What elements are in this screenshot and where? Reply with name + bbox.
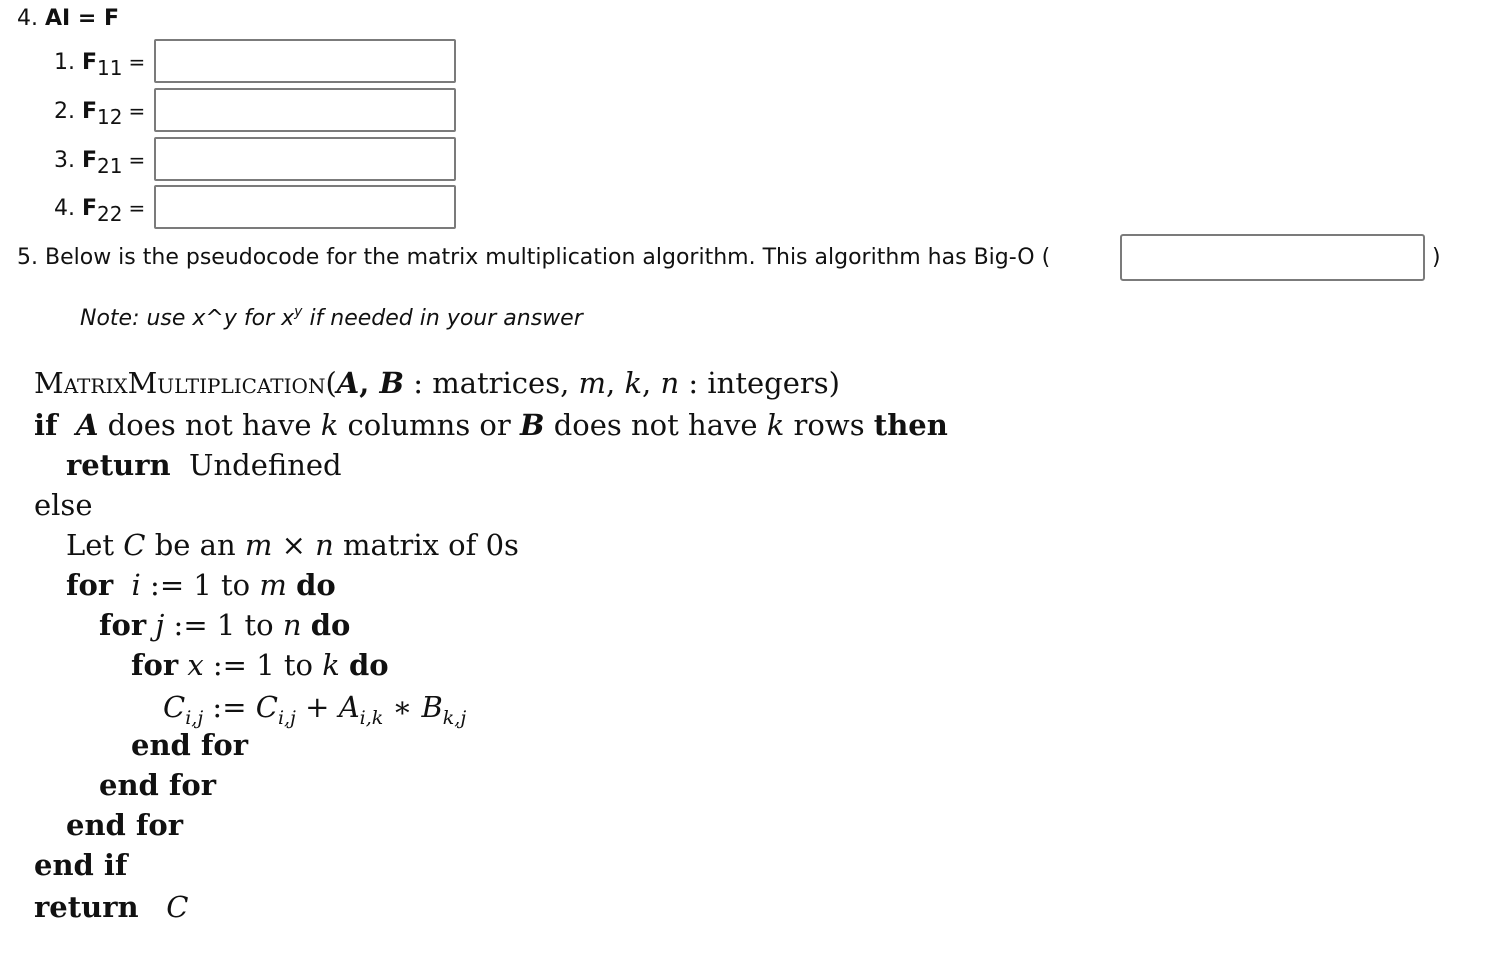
if-text-3: does not have (544, 408, 767, 442)
f12-answer-input[interactable] (154, 88, 456, 132)
for-i-var: i (131, 568, 141, 602)
for-j-limit: n (282, 608, 302, 642)
question-5-number: 5. (17, 245, 38, 270)
f12-var: F (82, 99, 98, 124)
f12-equals: = (128, 99, 146, 123)
f12-row (54, 88, 474, 134)
f11-row (54, 39, 474, 85)
for-x-var: x (187, 648, 204, 682)
f21-answer-input[interactable] (154, 137, 456, 181)
note-suffix: if needed in your answer (302, 306, 583, 331)
kw-for-2: for (99, 608, 147, 642)
kw-end-for-2: end for (99, 768, 217, 802)
assign-b: B (421, 690, 443, 724)
assign-c-lhs-sub: i,j (185, 707, 204, 729)
f22-equals: = (128, 196, 146, 220)
let-m: m (244, 528, 273, 562)
pseudocode-signature (34, 366, 840, 400)
for-j-var: j (155, 608, 165, 642)
kw-do-2: do (310, 608, 351, 642)
pseudocode-assignment (163, 690, 467, 729)
pseudocode-for-i (66, 568, 336, 602)
f22-row (54, 185, 474, 231)
f11-number: 1. (54, 50, 75, 75)
f22-number: 4. (54, 196, 75, 221)
kw-end-for-3: end for (66, 808, 184, 842)
question-4-title: AI = F (45, 6, 119, 31)
assign-op: := (203, 690, 256, 724)
sig-param-n: n (660, 366, 680, 400)
f11-label (54, 49, 146, 80)
note-superscript: y (294, 304, 303, 320)
if-a: A (75, 408, 99, 442)
sig-param-a: A (336, 366, 360, 400)
f21-label (54, 147, 146, 178)
sig-comma-3: , (642, 366, 661, 400)
f11-var: F (82, 50, 98, 75)
f12-number: 2. (54, 99, 75, 124)
f21-number: 3. (54, 148, 75, 173)
f12-label (54, 98, 146, 129)
assign-a: A (338, 690, 360, 724)
pseudocode-if-line (34, 408, 948, 442)
pseudocode-return-c (34, 890, 188, 924)
pseudocode-end-for-j (99, 768, 216, 802)
kw-do-1: do (296, 568, 336, 602)
big-o-answer-input[interactable] (1120, 234, 1425, 281)
pseudocode-end-if (34, 848, 127, 882)
f22-label (54, 195, 146, 226)
f11-equals: = (128, 50, 146, 74)
if-k-1: k (320, 408, 339, 442)
f22-answer-input[interactable] (154, 185, 456, 229)
let-c: C (123, 528, 146, 562)
pseudocode-end-for-x (131, 728, 248, 762)
f21-subscript: 21 (97, 154, 123, 178)
kw-do-3: do (349, 648, 389, 682)
if-b: B (519, 408, 545, 442)
note-text (80, 306, 583, 332)
big-o-close-paren: ) (1432, 245, 1441, 270)
kw-if: if (34, 408, 58, 442)
kw-end-if: end if (34, 848, 128, 882)
assign-c-rhs: C (255, 690, 278, 724)
if-text-2: columns or (338, 408, 520, 442)
note-prefix: Note: use x^y for x (80, 306, 295, 331)
assign-plus: + (295, 690, 339, 724)
if-text-1: does not have (98, 408, 321, 442)
assign-b-sub: k,j (442, 707, 467, 729)
question-4-number: 4. (17, 6, 38, 31)
let-text-2: be an (145, 528, 245, 562)
kw-then: then (873, 408, 948, 442)
question-5-prompt: Below is the pseudocode for the matrix multiplication algorithm. This algorithm has Big-O ( (45, 245, 1051, 270)
if-text-4: rows (784, 408, 874, 442)
sig-param-b: B (379, 366, 405, 400)
sig-integers-type: : integers) (679, 366, 840, 400)
f22-var: F (82, 196, 98, 221)
question-4-heading (17, 6, 119, 32)
kw-return-2: return (34, 890, 139, 924)
f21-row (54, 137, 474, 183)
pseudocode-else (34, 488, 92, 522)
let-n: n (315, 528, 334, 562)
for-x-limit: k (322, 648, 340, 682)
let-text-1: Let (66, 528, 124, 562)
pseudocode-for-x (131, 648, 389, 682)
sig-comma-2: , (606, 366, 625, 400)
question-5-text (17, 245, 1050, 271)
assign-times: ∗ (383, 690, 422, 724)
kw-end-for-1: end for (131, 728, 249, 762)
assign-c-rhs-sub: i,j (277, 707, 296, 729)
if-k-2: k (766, 408, 785, 442)
f11-answer-input[interactable] (154, 39, 456, 83)
f21-var: F (82, 148, 98, 173)
for-j-range: := 1 to (164, 608, 283, 642)
kw-return-1: return (66, 448, 171, 482)
kw-for-3: for (131, 648, 179, 682)
for-i-limit: m (259, 568, 287, 602)
function-name: MatrixMultiplication (34, 366, 326, 400)
pseudocode-end-for-i (66, 808, 183, 842)
pseudocode-return-undefined (66, 448, 342, 482)
sig-open-paren: ( (325, 366, 337, 400)
for-i-range: := 1 to (140, 568, 260, 602)
sig-matrices-type: : matrices, (404, 366, 579, 400)
return-c-value: C (166, 890, 189, 924)
pseudocode-for-j (99, 608, 350, 642)
assign-c-lhs: C (163, 690, 186, 724)
sig-comma: , (359, 366, 380, 400)
f22-subscript: 22 (97, 202, 123, 226)
sig-param-k: k (624, 366, 643, 400)
f12-subscript: 12 (97, 105, 123, 129)
for-x-range: := 1 to (203, 648, 323, 682)
assign-a-sub: i,k (359, 707, 384, 729)
return-undefined-value: Undefined (189, 448, 342, 482)
let-text-3: matrix of 0s (333, 528, 519, 562)
kw-else: else (34, 488, 93, 522)
kw-for-1: for (66, 568, 114, 602)
f11-subscript: 11 (97, 56, 123, 80)
pseudocode-let-c (66, 528, 519, 562)
sig-param-m: m (578, 366, 607, 400)
let-times: × (272, 528, 316, 562)
f21-equals: = (128, 148, 146, 172)
